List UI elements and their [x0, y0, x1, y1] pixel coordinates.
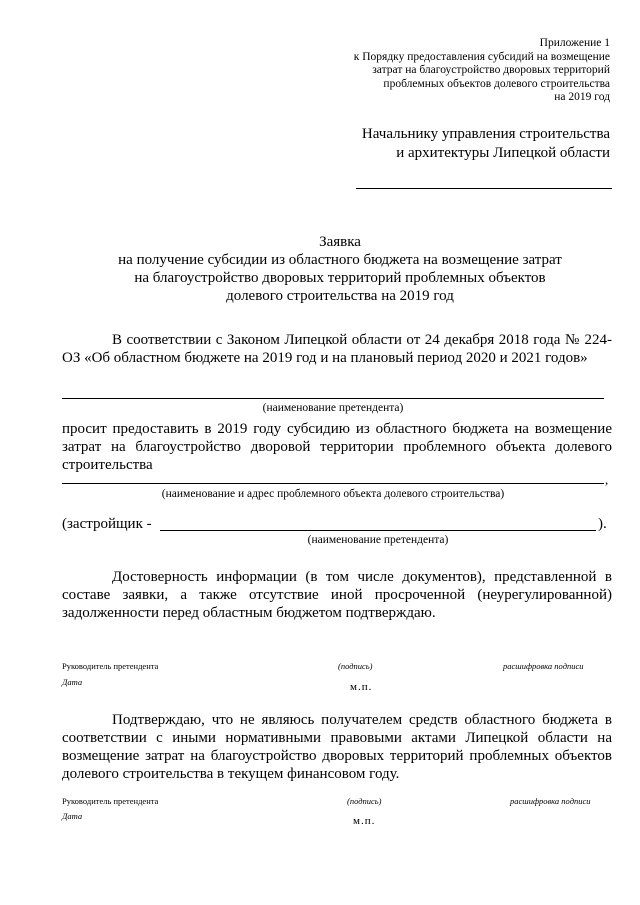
object-blank-line	[62, 483, 604, 484]
intro-paragraph: В соответствии с Законом Липецкой области от 24 декабря 2018 года № 224-ОЗ «Об областном бюджете на 2019 год и на плановый период 2020 и 2021 годов»	[62, 332, 612, 366]
appendix-line: на 2019 год	[554, 91, 610, 103]
head-label: Руководитель претендента	[62, 661, 159, 671]
object-caption: (наименование и адрес проблемного объекта долевого строительства)	[161, 488, 505, 500]
addressee-line: и архитектуры Липецкой области	[396, 145, 610, 161]
request-paragraph: просит предоставить в 2019 году субсидию из областного бюджета на возмещение затрат на благоустройство дворовой территории проблемного объекта долевого строительства	[62, 421, 612, 473]
document-title	[60, 233, 620, 305]
appendix-line: затрат на благоустройство дворовых территорий	[372, 64, 610, 76]
developer-suffix: ).	[598, 516, 607, 532]
appendix-header	[310, 37, 610, 105]
developer-blank-line	[160, 530, 596, 531]
decoding-label: расшифровка подписи	[510, 796, 591, 806]
stamp-label: м.п.	[350, 681, 373, 693]
signature-label: (подпись)	[338, 661, 373, 671]
decoding-label: расшифровка подписи	[503, 661, 584, 671]
title-line: долевого строительства на 2019 год	[226, 288, 454, 304]
addressee-line: Начальнику управления строительства	[361, 126, 610, 142]
appendix-line: к Порядку предоставления субсидий на возмещение	[353, 50, 610, 63]
date-label: Дата	[62, 811, 83, 821]
applicant-caption: (наименование претендента)	[262, 402, 404, 414]
appendix-line: Приложение 1	[539, 37, 610, 49]
developer-prefix: (застройщик -	[62, 516, 152, 532]
title-line: на благоустройство дворовых территорий проблемных объектов	[134, 270, 546, 286]
reliability-paragraph: Достоверность информации (в том числе документов), представленной в составе заявки, а также отсутствие иной просроченной (неурегулированной) задолженности перед областным бюджетом подтверждаю.	[62, 569, 612, 621]
confirm-paragraph: Подтверждаю, что не являюсь получателем средств областного бюджета в соответствии с иными нормативными правовыми актами Липецкой области на возмещение затрат на благоустройство дворовых территорий проблемных объектов долевого строительства в текущем финансовом году.	[62, 712, 612, 782]
stamp-label: м.п.	[353, 815, 376, 827]
addressee	[290, 125, 610, 163]
developer-caption: (наименование претендента)	[307, 534, 449, 546]
object-comma: ,	[605, 472, 609, 487]
addressee-blank-line	[356, 188, 612, 189]
appendix-line: проблемных объектов долевого строительства	[383, 77, 610, 90]
title-line: на получение субсидии из областного бюджета на возмещение затрат	[118, 252, 562, 268]
date-label: Дата	[62, 677, 83, 687]
signature-label: (подпись)	[347, 796, 382, 806]
title-line: Заявка	[319, 234, 361, 250]
applicant-blank-line	[62, 398, 604, 399]
head-label: Руководитель претендента	[62, 796, 159, 806]
